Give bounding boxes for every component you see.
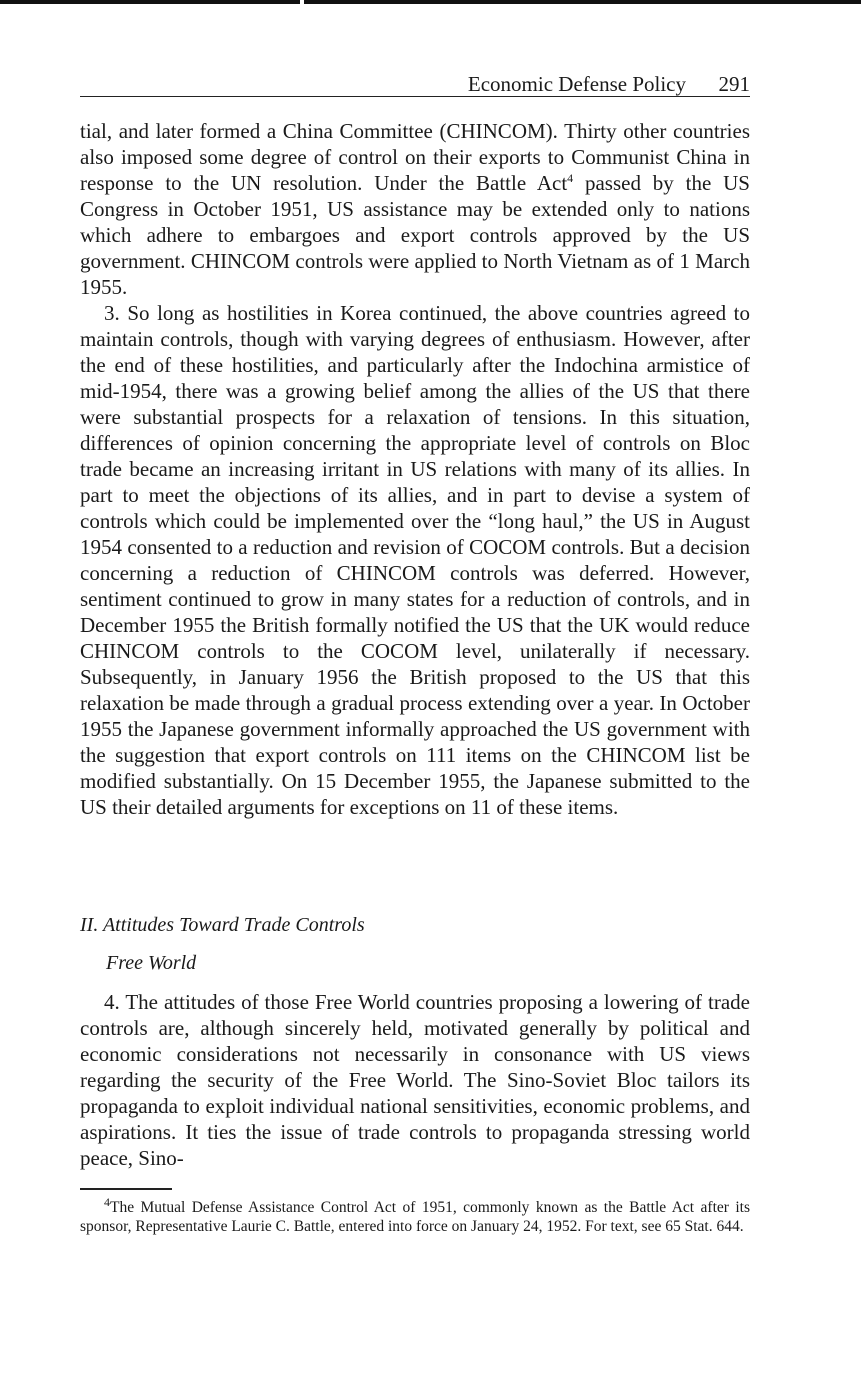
- top-border: [0, 0, 861, 4]
- footnote-rule: [80, 1188, 172, 1190]
- paragraph-1-text: tial, and later formed a China Committee (CHINCOM). Thirty other countries also imposed some degree of control on their exports to Communist China in response to the UN resolution. Under the Battle Act: [80, 119, 750, 195]
- footnote-marker: 4: [104, 1194, 110, 1209]
- main-text-block-2: [80, 989, 750, 1171]
- paragraph-3: 3. So long as hostilities in Korea continued, the above countries agreed to maintain controls, though with varying degrees of enthusiasm. However, after the end of these hostilities, and particularly after the Indochina armistice of mid-1954, there was a growing belief among the allies of the US that there were substantial prospects for a relaxation of tensions. In this situation, differences of opinion concerning the appropriate level of controls on Bloc trade became an increasing irritant in US relations with many of its allies. In part to meet the objections of its allies, and in part to devise a system of controls which could be implemented over the “long haul,” the US in August 1954 consented to a reduction and revision of COCOM controls. But a decision concerning a reduction of CHINCOM controls was deferred. However, sentiment continued to grow in many states for a reduction of controls, and in December 1955 the British formally notified the US that the UK would reduce CHINCOM controls to the COCOM level, unilaterally if necessary. Subsequently, in January 1956 the British proposed to the US that this relaxation be made through a gradual process extending over a year. In October 1955 the Japanese government informally approached the US government with the suggestion that export controls on 111 items on the CHINCOM list be modified substantially. On 15 December 1955, the Japanese submitted to the US their detailed arguments for exceptions on 11 of these items.: [80, 301, 750, 819]
- footnote-4: [80, 1194, 750, 1236]
- subsection-heading: Free World: [106, 952, 197, 974]
- top-border-gap: [300, 0, 304, 4]
- running-header: [80, 72, 750, 97]
- footnote-reference: 4: [567, 171, 574, 185]
- section-heading: II. Attitudes Toward Trade Controls: [80, 914, 365, 936]
- footnote-text: The Mutual Defense Assistance Control Act of 1951, commonly known as the Battle Act after its sponsor, Representative Laurie C. Battle, entered into force on January 24, 1952. For text, see 65 Stat. 644.: [80, 1199, 750, 1235]
- paragraph-continued: [80, 118, 750, 300]
- footnote: [80, 1194, 750, 1236]
- main-text-block: [80, 118, 750, 820]
- paragraph-1-rest: passed by the US Congress in October 1951, US assistance may be extended only to nations which adhere to embargoes and export controls approved by the US government. CHINCOM controls were applied to North Vietnam as of 1 March 1955.: [80, 171, 750, 299]
- paragraph-4: 4. The attitudes of those Free World countries proposing a lowering of trade controls are, although sincerely held, motivated generally by political and economic considerations not necessarily in consonance with US views regarding the security of the Free World. The Sino-Soviet Bloc tailors its propaganda to exploit individual national sensitivities, economic problems, and aspirations. It ties the issue of trade controls to propaganda stressing world peace, Sino-: [80, 990, 750, 1170]
- running-title: Economic Defense Policy: [467, 72, 686, 96]
- page-number: 291: [718, 72, 750, 96]
